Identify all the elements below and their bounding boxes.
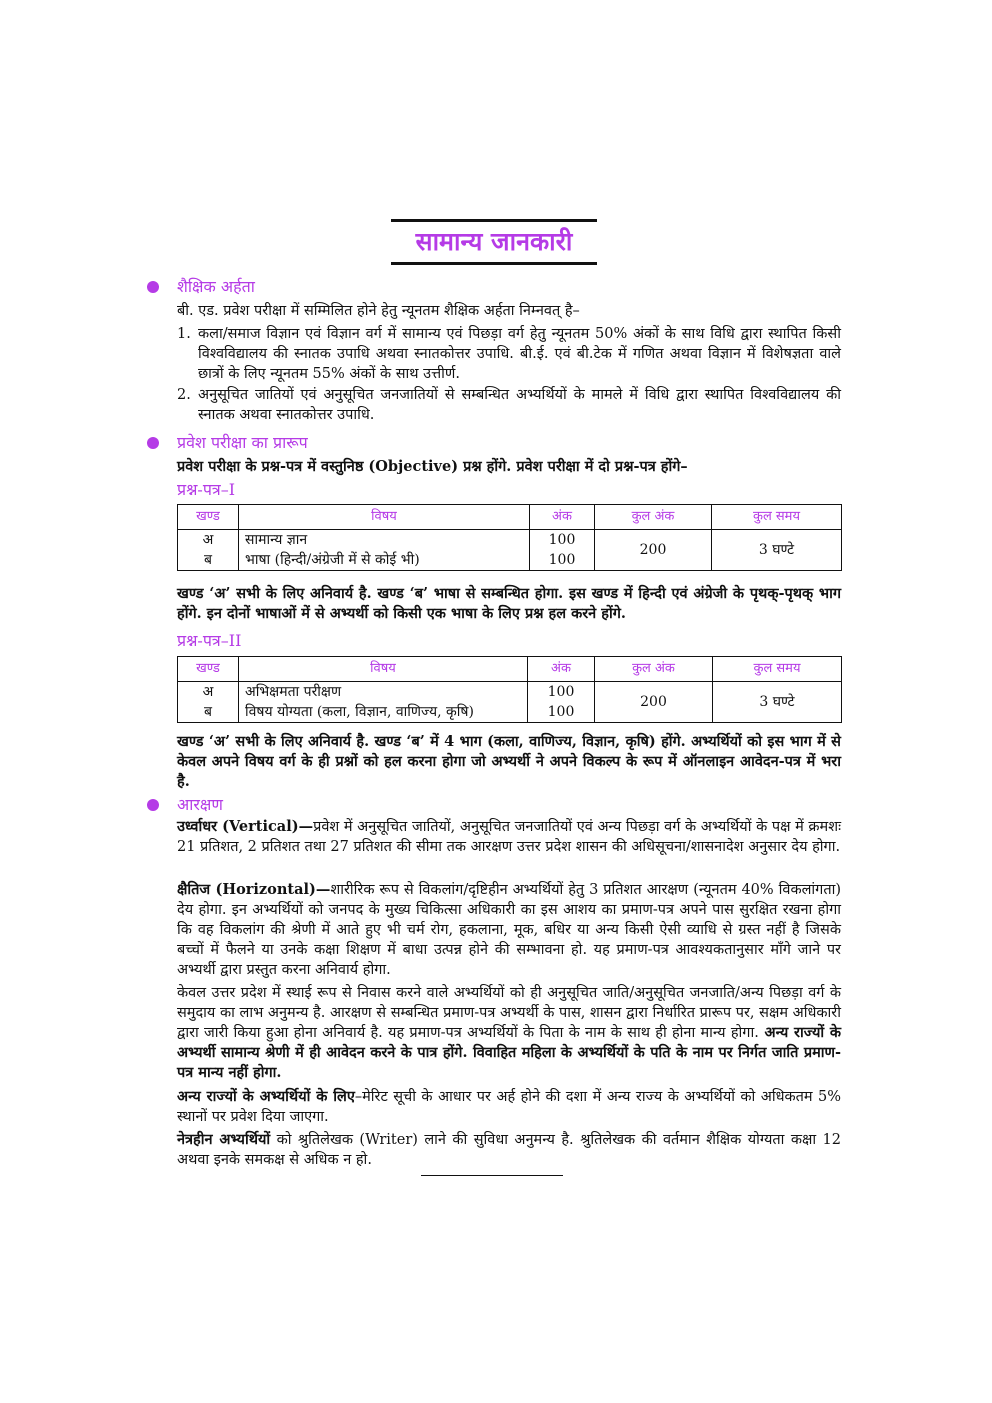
paper2-note: खण्ड ‘अ’ सभी के लिए अनिवार्य है. खण्ड ‘ब’ में 4 भाग (कला, वाणिज्य, विज्ञान, कृषि) होंगे. अभ्यर्थियों को इस भाग में से केवल अपने विषय वर्ग के ही प्रश्नों को हल करना होगा जो अभ्यर्थी ने अपने विकल्प के रूप में ऑनलाइन आवेदन-पत्र में भरा है. [177, 733, 841, 790]
time-cell: 3 घण्टे [713, 682, 842, 723]
vertical-reservation [177, 817, 841, 857]
blind-label: नेत्रहीन अभ्यर्थियों [177, 1131, 271, 1148]
col-time: कुल समय [713, 657, 842, 682]
vertical-label: उर्ध्वाधर (Vertical)— [177, 818, 314, 835]
khand-cell [178, 682, 239, 723]
other-text: –मेरिट सूची के आधार पर अर्ह होने की दशा में अन्य राज्य के अभ्यर्थियों को अधिकतम 5% स्थानों पर प्रवेश दिया जाएगा. [177, 1089, 841, 1125]
exam-format-intro: प्रवेश परीक्षा के प्रश्न-पत्र में वस्तुनिष्ठ (Objective) प्रश्न होंगे. प्रवेश परीक्षा में दो प्रश्न-पत्र होंगे– [177, 458, 688, 475]
col-khand: खण्ड [178, 657, 239, 682]
item-text: अनुसूचित जातियों एवं अनुसूचित जनजातियों से सम्बन्धित अभ्यर्थियों के मामले में विधि द्वारा स्थापित विश्वविद्यालय की स्नातक अथवा स्नातकोत्तर उपाधि. [198, 387, 841, 423]
table-row [178, 682, 842, 723]
col-time: कुल समय [712, 505, 842, 530]
paper2-label: प्रश्न-पत्र–II [177, 631, 242, 650]
end-divider [421, 1175, 563, 1176]
col-total: कुल अंक [595, 657, 713, 682]
horizontal-label: क्षैतिज (Horizontal)— [177, 881, 331, 898]
item-text: कला/समाज विज्ञान एवं विज्ञान वर्ग में सामान्य एवं पिछड़ा वर्ग हेतु न्यूनतम 50% अंकों के साथ विधि द्वारा स्थापित किसी विश्वविद्यालय की स्नातक उपाधि अथवा स्नातकोत्तर उपाधि. बी.ई. एवं बी.टेक में गणित अथवा विज्ञान में विशेषज्ञता वाले छात्रों के लिए न्यूनतम 55% अंकों के साथ उत्तीर्ण. [198, 326, 841, 382]
item-number: 1. [177, 326, 191, 342]
cell-line: अ [202, 532, 214, 548]
bullet-icon [147, 799, 159, 811]
cell-line: 100 [547, 704, 575, 720]
qualification-intro: बी. एड. प्रवेश परीक्षा में सम्मिलित होने हेतु न्यूनतम शैक्षिक अर्हता निम्नवत् है– [177, 303, 580, 319]
total-cell: 200 [595, 682, 713, 723]
horizontal-reservation [177, 880, 841, 980]
qualification-list [177, 324, 841, 425]
table-row [178, 530, 842, 571]
cell-line: भाषा (हिन्दी/अंग्रेजी में से कोई भी) [245, 552, 420, 568]
ank-cell [528, 682, 595, 723]
paper2-table [177, 656, 842, 723]
cell-line: सामान्य ज्ञान [245, 532, 308, 548]
other-states-paragraph [177, 1087, 841, 1127]
col-vishay: विषय [239, 657, 528, 682]
section-heading-reservation [177, 795, 223, 815]
cell-line: 100 [548, 552, 576, 568]
vishay-cell [239, 682, 528, 723]
paper1-table [177, 504, 842, 571]
horizontal-text: शारीरिक रूप से विकलांग/दृष्टिहीन अभ्यर्थियों हेतु 3 प्रतिशत आरक्षण (न्यूनतम 40% विकलांगता) देय होगा. इन अभ्यर्थियों को जनपद के मुख्य चिकित्सा अधिकारी का इस आशय का प्रमाण-पत्र अपने पास सुरक्षित रखना होगा कि वह विकलांग की श्रेणी में आते हुए भी चर्म रोग, हकलाना, मूक, बधिर या अन्य किसी ऐसी व्याधि से ग्रस्त नहीं है जिसके बच्चों में फैलने या उनके कक्षा शिक्षण में बाधा उत्पन्न होने की सम्भावना हो. यह प्रमाण-पत्र आवश्यकतानुसार माँगे जाने पर अभ्यर्थी द्वारा प्रस्तुत करना अनिवार्य होगा. [177, 882, 842, 978]
vishay-cell [239, 530, 530, 571]
col-vishay: विषय [239, 505, 530, 530]
bullet-icon [147, 281, 159, 293]
col-total: कुल अंक [595, 505, 712, 530]
cell-line: ब [204, 552, 212, 568]
khand-cell [178, 530, 239, 571]
col-ank: अंक [528, 657, 595, 682]
list-item [177, 385, 841, 425]
heading-text: प्रवेश परीक्षा का प्रारूप [177, 433, 308, 452]
vertical-text: प्रवेश में अनुसूचित जातियों, अनुसूचित जनजातियों एवं अन्य पिछड़ा वर्ग के अभ्यर्थियों के पक्ष में क्रमशः 21 प्रतिशत, 2 प्रतिशत तथा 27 प्रतिशत की सीमा तक आरक्षण उत्तर प्रदेश शासन की अधिसूचना/शासनादेश अनुसार देय होगा. [177, 819, 841, 855]
blind-candidates-paragraph [177, 1130, 841, 1170]
paper1-label: प्रश्न-पत्र–I [177, 480, 236, 499]
up-residents-paragraph [177, 983, 841, 1083]
up-text: केवल उत्तर प्रदेश में स्थाई रूप से निवास करने वाले अभ्यर्थियों को ही अनुसूचित जाति/अनुसूचित जनजाति/अन्य पिछड़ा वर्ग के समुदाय का लाभ अनुमन्य है. आरक्षण से सम्बन्धित प्रमाण-पत्र अभ्यर्थी के पास, शासन द्वारा निर्धारित प्रारूप पर, सक्षम अधिकारी द्वारा जारी किया हुआ होना अनिवार्य है. यह प्रमाण-पत्र अभ्यर्थियों के पिता के नाम के साथ ही होना मान्य होगा. [177, 985, 841, 1041]
heading-text: शैक्षिक अर्हता [177, 277, 255, 296]
table-header-row [178, 657, 842, 682]
col-khand: खण्ड [178, 505, 239, 530]
col-ank: अंक [530, 505, 595, 530]
cell-line: अ [202, 684, 214, 700]
ank-cell [530, 530, 595, 571]
paper1-note: खण्ड ‘अ’ सभी के लिए अनिवार्य है. खण्ड ‘ब’ भाषा से सम्बन्धित होगा. इस खण्ड में हिन्दी एवं अंग्रेजी के पृथक्-पृथक् भाग होंगे. इन दोनों भाषाओं में से अभ्यर्थी को किसी एक भाषा के लिए प्रश्न हल करने होंगे. [177, 585, 841, 622]
cell-line: विषय योग्यता (कला, विज्ञान, वाणिज्य, कृषि) [245, 704, 474, 720]
up-bold-text: अन्य राज्यों के अभ्यर्थी सामान्य श्रेणी में ही आवेदन करने के पात्र होंगे. विवाहित महिला के अभ्यर्थियों के पति के नाम पर निर्गत जाति प्रमाण-पत्र मान्य नहीं होगा. [177, 1024, 841, 1081]
bullet-icon [147, 437, 159, 449]
cell-line: 100 [548, 532, 576, 548]
blind-text: को श्रुतिलेखक (Writer) लाने की सुविधा अनुमन्य है. श्रुतिलेखक की वर्तमान शैक्षिक योग्यता कक्षा 12 अथवा इनके समकक्ष से अधिक न हो. [177, 1132, 842, 1168]
cell-line: ब [204, 704, 212, 720]
page-title: सामान्य जानकारी [391, 219, 597, 265]
item-number: 2. [177, 387, 191, 403]
cell-line: अभिक्षमता परीक्षण [245, 684, 342, 700]
time-cell: 3 घण्टे [712, 530, 842, 571]
other-label: अन्य राज्यों के अभ्यर्थियों के लिए [177, 1088, 355, 1105]
section-heading-qualification [177, 277, 255, 297]
total-cell: 200 [595, 530, 712, 571]
list-item [177, 324, 841, 384]
cell-line: 100 [547, 684, 575, 700]
table-header-row [178, 505, 842, 530]
section-heading-exam-format [177, 433, 308, 453]
heading-text: आरक्षण [177, 795, 223, 814]
